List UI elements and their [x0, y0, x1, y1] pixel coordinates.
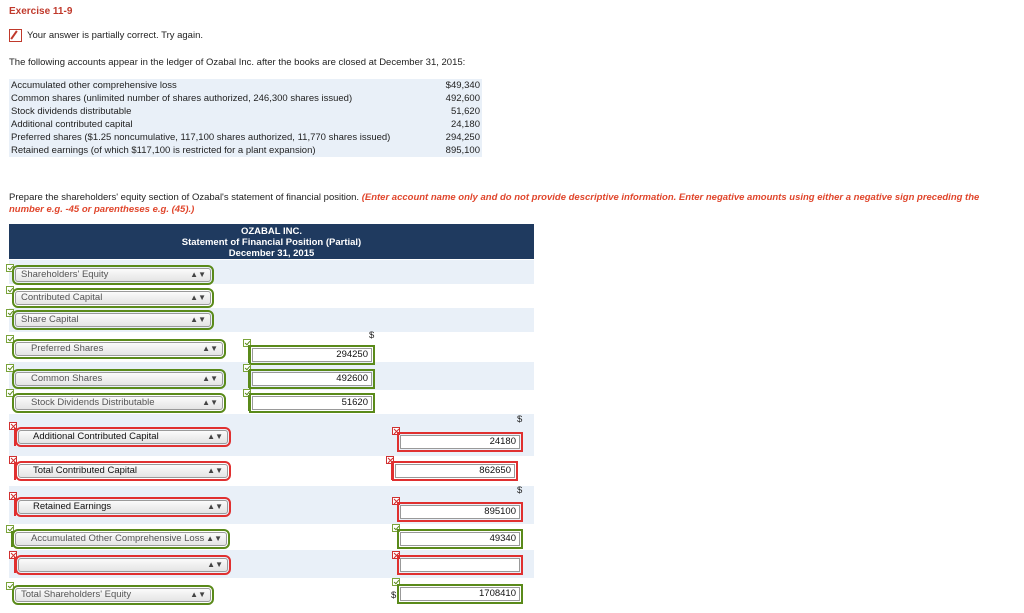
total-contributed-select[interactable]: Total Contributed Capital ▲▼: [18, 464, 228, 478]
preferred-shares-amount[interactable]: 294250: [252, 348, 372, 362]
select-arrows-icon: ▲▼: [202, 374, 218, 383]
answer-status: [9, 29, 203, 42]
correct-icon: [6, 264, 14, 272]
dollar-sign: $: [369, 330, 375, 341]
select-arrows-icon: ▲▼: [190, 293, 206, 302]
correct-icon: [6, 286, 14, 294]
correct-icon: [6, 364, 14, 372]
dollar-sign: $: [391, 590, 397, 601]
select-arrows-icon: ▲▼: [207, 560, 223, 569]
correct-icon: [6, 582, 14, 590]
shareholders-equity-select[interactable]: Shareholders' Equity ▲▼: [15, 268, 211, 282]
correct-icon: [6, 309, 14, 317]
blank-account-amount[interactable]: [400, 558, 520, 572]
stock-dividends-select[interactable]: Stock Dividends Distributable ▲▼: [15, 396, 223, 410]
additional-capital-amount[interactable]: 24180: [400, 435, 520, 449]
company-name: OZABAL INC.: [240, 226, 303, 237]
select-arrows-icon: ▲▼: [190, 270, 206, 279]
instructions: Prepare the shareholders' equity section of Ozabal's statement of financial position. (Enter account name only and do not provide descriptive information. Enter negative amounts using either a negative sign preceding the number e.g. -45 or parentheses e.g. (45).): [9, 192, 980, 215]
preferred-shares-select[interactable]: Preferred Shares ▲▼: [15, 342, 223, 356]
contributed-capital-select[interactable]: Contributed Capital ▲▼: [15, 291, 211, 305]
ledger-row: Stock dividends distributable 51,620: [11, 106, 480, 117]
dollar-sign: $: [517, 485, 523, 496]
correct-icon: [392, 578, 400, 586]
correct-icon: [6, 389, 14, 397]
select-arrows-icon: ▲▼: [190, 315, 206, 324]
stock-dividends-amount[interactable]: 51620: [252, 396, 372, 410]
aoci-select[interactable]: Accumulated Other Comprehensive Loss ▲▼: [15, 532, 227, 546]
select-arrows-icon: ▲▼: [207, 432, 223, 441]
total-contributed-amount[interactable]: 862650: [395, 464, 515, 478]
instruction-note: (Enter account name only and do not provide descriptive information. Enter negative amounts using either a negative sign preceding the number e.g. -45 or parentheses e.g. (45).): [9, 192, 980, 215]
correct-icon: [6, 335, 14, 343]
select-arrows-icon: ▲▼: [207, 502, 223, 511]
total-equity-amount[interactable]: 1708410: [400, 587, 520, 601]
ledger-table: [9, 79, 482, 157]
exercise-title: Exercise 11-9: [9, 6, 73, 17]
select-arrows-icon: ▲▼: [202, 344, 218, 353]
ledger-row: Retained earnings (of which $117,100 is restricted for a plant expansion) 895,100: [11, 145, 480, 156]
select-arrows-icon: ▲▼: [202, 398, 218, 407]
share-capital-select[interactable]: Share Capital ▲▼: [15, 313, 211, 327]
total-equity-select[interactable]: Total Shareholders' Equity ▲▼: [15, 588, 211, 602]
statement-title: Statement of Financial Position (Partial): [181, 237, 362, 248]
ledger-row: Common shares (unlimited number of shares authorized, 246,300 shares issued) 492,600: [11, 93, 480, 104]
blank-account-select[interactable]: [18, 558, 228, 572]
ledger-row: Accumulated other comprehensive loss $49,340: [11, 80, 480, 91]
select-arrows-icon: ▲▼: [207, 466, 223, 475]
ledger-row: Additional contributed capital 24,180: [11, 119, 480, 130]
intro-text: The following accounts appear in the ledger of Ozabal Inc. after the books are closed at December 31, 2015:: [9, 57, 466, 68]
select-arrows-icon: ▲▼: [206, 534, 222, 543]
common-shares-select[interactable]: Common Shares ▲▼: [15, 372, 223, 386]
retained-earnings-select[interactable]: Retained Earnings ▲▼: [18, 500, 228, 514]
partially-correct-icon: [9, 29, 22, 42]
statement-header: [9, 224, 534, 259]
statement-date: December 31, 2015: [228, 248, 315, 259]
retained-earnings-amount[interactable]: 895100: [400, 505, 520, 519]
select-arrows-icon: ▲▼: [190, 590, 206, 599]
common-shares-amount[interactable]: 492600: [252, 372, 372, 386]
aoci-amount[interactable]: 49340: [400, 532, 520, 546]
additional-capital-select[interactable]: Additional Contributed Capital ▲▼: [18, 430, 228, 444]
ledger-row: Preferred shares ($1.25 noncumulative, 117,100 shares authorized, 11,770 shares issued) 294,250: [11, 132, 480, 143]
status-text: Your answer is partially correct. Try again.: [27, 30, 204, 41]
dollar-sign: $: [517, 414, 523, 425]
